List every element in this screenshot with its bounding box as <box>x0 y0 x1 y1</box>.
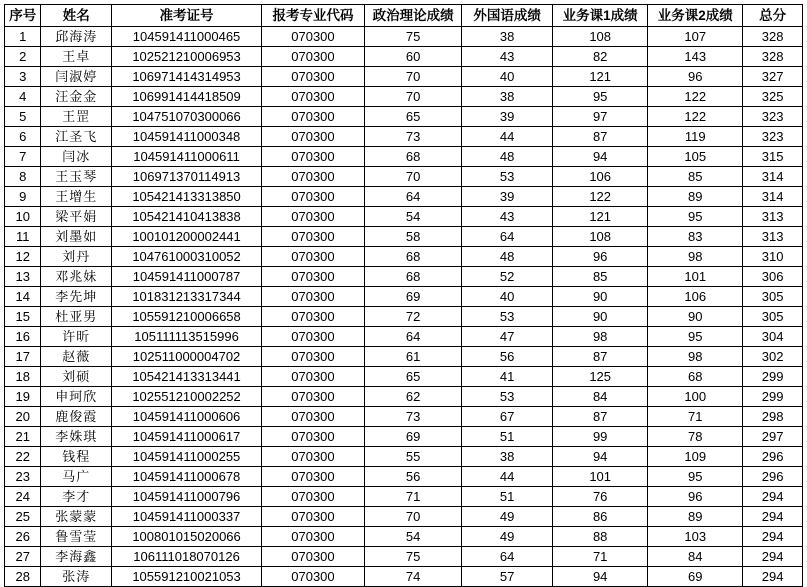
cell-major-code: 070300 <box>261 187 364 207</box>
cell-rank: 17 <box>5 347 41 367</box>
cell-foreign-language-score: 53 <box>462 307 553 327</box>
cell-foreign-language-score: 43 <box>462 47 553 67</box>
cell-subject2-score: 103 <box>648 527 743 547</box>
cell-subject1-score: 99 <box>553 427 648 447</box>
cell-total-score: 294 <box>743 547 803 567</box>
cell-total-score: 297 <box>743 427 803 447</box>
cell-major-code: 070300 <box>261 327 364 347</box>
cell-major-code: 070300 <box>261 27 364 47</box>
cell-total-score: 315 <box>743 147 803 167</box>
cell-politics-score: 73 <box>365 407 462 427</box>
cell-rank: 8 <box>5 167 41 187</box>
cell-name: 钱程 <box>41 447 112 467</box>
cell-total-score: 304 <box>743 327 803 347</box>
cell-name: 王罡 <box>41 107 112 127</box>
cell-total-score: 323 <box>743 127 803 147</box>
table-row <box>5 527 803 547</box>
cell-name: 张蒙蒙 <box>41 507 112 527</box>
cell-ticket-number: 100101200002441 <box>112 227 262 247</box>
cell-subject2-score: 109 <box>648 447 743 467</box>
cell-major-code: 070300 <box>261 247 364 267</box>
cell-rank: 13 <box>5 267 41 287</box>
cell-name: 杜亚男 <box>41 307 112 327</box>
cell-major-code: 070300 <box>261 567 364 587</box>
cell-major-code: 070300 <box>261 367 364 387</box>
cell-foreign-language-score: 64 <box>462 547 553 567</box>
cell-ticket-number: 100801015020066 <box>112 527 262 547</box>
cell-foreign-language-score: 40 <box>462 67 553 87</box>
cell-name: 刘墨如 <box>41 227 112 247</box>
table-row <box>5 107 803 127</box>
cell-subject2-score: 122 <box>648 87 743 107</box>
cell-ticket-number: 102551210002252 <box>112 387 262 407</box>
cell-ticket-number: 105591210021053 <box>112 567 262 587</box>
cell-subject2-score: 95 <box>648 327 743 347</box>
cell-subject1-score: 86 <box>553 507 648 527</box>
cell-major-code: 070300 <box>261 167 364 187</box>
cell-subject2-score: 68 <box>648 367 743 387</box>
table-body <box>5 27 803 587</box>
cell-ticket-number: 104591411000348 <box>112 127 262 147</box>
cell-rank: 24 <box>5 487 41 507</box>
table-row <box>5 347 803 367</box>
cell-name: 李才 <box>41 487 112 507</box>
cell-subject1-score: 121 <box>553 67 648 87</box>
cell-subject2-score: 95 <box>648 207 743 227</box>
cell-subject1-score: 108 <box>553 227 648 247</box>
column-header-subject1-score: 业务课1成绩 <box>553 5 648 27</box>
cell-major-code: 070300 <box>261 107 364 127</box>
cell-total-score: 327 <box>743 67 803 87</box>
table-row <box>5 427 803 447</box>
cell-major-code: 070300 <box>261 267 364 287</box>
table-row <box>5 27 803 47</box>
cell-rank: 11 <box>5 227 41 247</box>
cell-subject1-score: 88 <box>553 527 648 547</box>
cell-subject2-score: 105 <box>648 147 743 167</box>
cell-name: 鲁雪莹 <box>41 527 112 547</box>
cell-major-code: 070300 <box>261 387 364 407</box>
cell-major-code: 070300 <box>261 347 364 367</box>
cell-foreign-language-score: 39 <box>462 187 553 207</box>
cell-subject1-score: 85 <box>553 267 648 287</box>
column-header-major-code: 报考专业代码 <box>261 5 364 27</box>
cell-foreign-language-score: 48 <box>462 247 553 267</box>
cell-ticket-number: 106991414418509 <box>112 87 262 107</box>
cell-ticket-number: 104591411000606 <box>112 407 262 427</box>
cell-foreign-language-score: 64 <box>462 227 553 247</box>
cell-ticket-number: 105421413313850 <box>112 187 262 207</box>
cell-subject2-score: 83 <box>648 227 743 247</box>
cell-foreign-language-score: 51 <box>462 487 553 507</box>
cell-major-code: 070300 <box>261 447 364 467</box>
cell-major-code: 070300 <box>261 547 364 567</box>
cell-subject1-score: 121 <box>553 207 648 227</box>
cell-ticket-number: 105421413313441 <box>112 367 262 387</box>
cell-subject2-score: 89 <box>648 187 743 207</box>
cell-subject1-score: 101 <box>553 467 648 487</box>
cell-foreign-language-score: 52 <box>462 267 553 287</box>
cell-subject1-score: 94 <box>553 447 648 467</box>
table-row <box>5 367 803 387</box>
cell-total-score: 323 <box>743 107 803 127</box>
cell-rank: 21 <box>5 427 41 447</box>
cell-subject2-score: 78 <box>648 427 743 447</box>
cell-politics-score: 54 <box>365 207 462 227</box>
cell-politics-score: 54 <box>365 527 462 547</box>
cell-subject2-score: 107 <box>648 27 743 47</box>
cell-foreign-language-score: 39 <box>462 107 553 127</box>
cell-foreign-language-score: 67 <box>462 407 553 427</box>
column-header-name: 姓名 <box>41 5 112 27</box>
table-header-row <box>5 5 803 27</box>
cell-rank: 5 <box>5 107 41 127</box>
cell-rank: 18 <box>5 367 41 387</box>
cell-name: 闫冰 <box>41 147 112 167</box>
cell-rank: 1 <box>5 27 41 47</box>
cell-rank: 26 <box>5 527 41 547</box>
cell-name: 赵薇 <box>41 347 112 367</box>
cell-subject1-score: 96 <box>553 247 648 267</box>
cell-subject2-score: 96 <box>648 67 743 87</box>
cell-major-code: 070300 <box>261 47 364 67</box>
cell-politics-score: 58 <box>365 227 462 247</box>
table-row <box>5 247 803 267</box>
cell-rank: 22 <box>5 447 41 467</box>
cell-politics-score: 69 <box>365 427 462 447</box>
table-row <box>5 547 803 567</box>
cell-ticket-number: 101831213317344 <box>112 287 262 307</box>
cell-ticket-number: 104761000310052 <box>112 247 262 267</box>
table-row <box>5 227 803 247</box>
cell-total-score: 328 <box>743 27 803 47</box>
cell-rank: 19 <box>5 387 41 407</box>
table-row <box>5 47 803 67</box>
cell-rank: 28 <box>5 567 41 587</box>
cell-subject1-score: 125 <box>553 367 648 387</box>
cell-major-code: 070300 <box>261 407 364 427</box>
cell-subject1-score: 90 <box>553 287 648 307</box>
cell-subject2-score: 100 <box>648 387 743 407</box>
cell-name: 马广 <box>41 467 112 487</box>
cell-foreign-language-score: 57 <box>462 567 553 587</box>
cell-subject1-score: 87 <box>553 127 648 147</box>
cell-subject1-score: 98 <box>553 327 648 347</box>
cell-ticket-number: 104591411000255 <box>112 447 262 467</box>
cell-subject1-score: 97 <box>553 107 648 127</box>
cell-politics-score: 64 <box>365 187 462 207</box>
cell-politics-score: 65 <box>365 107 462 127</box>
table-row <box>5 267 803 287</box>
table-row <box>5 447 803 467</box>
cell-subject1-score: 90 <box>553 307 648 327</box>
cell-total-score: 306 <box>743 267 803 287</box>
cell-total-score: 314 <box>743 187 803 207</box>
cell-total-score: 298 <box>743 407 803 427</box>
cell-ticket-number: 104591411000337 <box>112 507 262 527</box>
cell-foreign-language-score: 38 <box>462 87 553 107</box>
cell-subject2-score: 69 <box>648 567 743 587</box>
cell-subject2-score: 95 <box>648 467 743 487</box>
cell-name: 汪金金 <box>41 87 112 107</box>
cell-ticket-number: 106111018070126 <box>112 547 262 567</box>
table-row <box>5 287 803 307</box>
table-row <box>5 407 803 427</box>
cell-politics-score: 65 <box>365 367 462 387</box>
cell-ticket-number: 102521210006953 <box>112 47 262 67</box>
table-row <box>5 487 803 507</box>
cell-subject1-score: 94 <box>553 567 648 587</box>
cell-politics-score: 70 <box>365 167 462 187</box>
cell-politics-score: 75 <box>365 27 462 47</box>
cell-foreign-language-score: 47 <box>462 327 553 347</box>
cell-major-code: 070300 <box>261 507 364 527</box>
cell-ticket-number: 104591411000678 <box>112 467 262 487</box>
cell-name: 李先坤 <box>41 287 112 307</box>
cell-major-code: 070300 <box>261 287 364 307</box>
cell-rank: 14 <box>5 287 41 307</box>
table-row <box>5 567 803 587</box>
cell-foreign-language-score: 41 <box>462 367 553 387</box>
cell-name: 李姝琪 <box>41 427 112 447</box>
cell-politics-score: 73 <box>365 127 462 147</box>
cell-total-score: 294 <box>743 567 803 587</box>
cell-subject1-score: 82 <box>553 47 648 67</box>
cell-subject1-score: 95 <box>553 87 648 107</box>
cell-subject2-score: 89 <box>648 507 743 527</box>
cell-politics-score: 68 <box>365 147 462 167</box>
table-row <box>5 127 803 147</box>
cell-ticket-number: 105421410413838 <box>112 207 262 227</box>
table-row <box>5 467 803 487</box>
cell-ticket-number: 105591210006658 <box>112 307 262 327</box>
cell-rank: 3 <box>5 67 41 87</box>
cell-foreign-language-score: 43 <box>462 207 553 227</box>
cell-rank: 15 <box>5 307 41 327</box>
cell-subject1-score: 84 <box>553 387 648 407</box>
cell-rank: 23 <box>5 467 41 487</box>
cell-major-code: 070300 <box>261 467 364 487</box>
cell-total-score: 294 <box>743 487 803 507</box>
cell-total-score: 328 <box>743 47 803 67</box>
cell-ticket-number: 106971414314953 <box>112 67 262 87</box>
cell-foreign-language-score: 51 <box>462 427 553 447</box>
cell-subject2-score: 98 <box>648 247 743 267</box>
cell-major-code: 070300 <box>261 87 364 107</box>
cell-foreign-language-score: 38 <box>462 447 553 467</box>
cell-name: 梁平娟 <box>41 207 112 227</box>
cell-subject2-score: 84 <box>648 547 743 567</box>
cell-name: 王卓 <box>41 47 112 67</box>
cell-name: 王玉琴 <box>41 167 112 187</box>
table-row <box>5 307 803 327</box>
table-row <box>5 187 803 207</box>
cell-subject1-score: 122 <box>553 187 648 207</box>
cell-rank: 20 <box>5 407 41 427</box>
cell-ticket-number: 104751070300066 <box>112 107 262 127</box>
cell-total-score: 305 <box>743 307 803 327</box>
cell-politics-score: 70 <box>365 67 462 87</box>
cell-politics-score: 72 <box>365 307 462 327</box>
cell-politics-score: 68 <box>365 267 462 287</box>
column-header-ticket-number: 准考证号 <box>112 5 262 27</box>
cell-ticket-number: 104591411000611 <box>112 147 262 167</box>
cell-politics-score: 74 <box>365 567 462 587</box>
cell-ticket-number: 104591411000617 <box>112 427 262 447</box>
cell-rank: 9 <box>5 187 41 207</box>
cell-total-score: 302 <box>743 347 803 367</box>
cell-foreign-language-score: 53 <box>462 167 553 187</box>
cell-subject1-score: 71 <box>553 547 648 567</box>
cell-politics-score: 70 <box>365 507 462 527</box>
cell-ticket-number: 105111113515996 <box>112 327 262 347</box>
cell-foreign-language-score: 49 <box>462 507 553 527</box>
cell-ticket-number: 102511000004702 <box>112 347 262 367</box>
column-header-politics-score: 政治理论成绩 <box>365 5 462 27</box>
cell-name: 张涛 <box>41 567 112 587</box>
cell-politics-score: 61 <box>365 347 462 367</box>
cell-total-score: 325 <box>743 87 803 107</box>
cell-total-score: 313 <box>743 207 803 227</box>
cell-politics-score: 60 <box>365 47 462 67</box>
cell-politics-score: 69 <box>365 287 462 307</box>
cell-foreign-language-score: 40 <box>462 287 553 307</box>
cell-subject2-score: 106 <box>648 287 743 307</box>
cell-rank: 25 <box>5 507 41 527</box>
cell-subject2-score: 143 <box>648 47 743 67</box>
cell-subject1-score: 76 <box>553 487 648 507</box>
column-header-total-score: 总分 <box>743 5 803 27</box>
cell-major-code: 070300 <box>261 307 364 327</box>
table-row <box>5 167 803 187</box>
cell-total-score: 296 <box>743 467 803 487</box>
cell-foreign-language-score: 56 <box>462 347 553 367</box>
cell-ticket-number: 104591411000465 <box>112 27 262 47</box>
cell-subject1-score: 87 <box>553 407 648 427</box>
cell-rank: 7 <box>5 147 41 167</box>
cell-total-score: 294 <box>743 527 803 547</box>
cell-rank: 27 <box>5 547 41 567</box>
cell-rank: 6 <box>5 127 41 147</box>
cell-rank: 10 <box>5 207 41 227</box>
cell-politics-score: 68 <box>365 247 462 267</box>
cell-subject2-score: 122 <box>648 107 743 127</box>
cell-politics-score: 75 <box>365 547 462 567</box>
cell-subject2-score: 85 <box>648 167 743 187</box>
cell-major-code: 070300 <box>261 207 364 227</box>
column-header-foreign-language-score: 外国语成绩 <box>462 5 553 27</box>
cell-major-code: 070300 <box>261 227 364 247</box>
cell-subject2-score: 71 <box>648 407 743 427</box>
cell-total-score: 299 <box>743 367 803 387</box>
column-header-rank: 序号 <box>5 5 41 27</box>
table-row <box>5 387 803 407</box>
cell-ticket-number: 104591411000787 <box>112 267 262 287</box>
cell-rank: 12 <box>5 247 41 267</box>
cell-subject2-score: 98 <box>648 347 743 367</box>
cell-ticket-number: 106971370114913 <box>112 167 262 187</box>
cell-ticket-number: 104591411000796 <box>112 487 262 507</box>
column-header-subject2-score: 业务课2成绩 <box>648 5 743 27</box>
cell-major-code: 070300 <box>261 127 364 147</box>
cell-name: 鹿俊霞 <box>41 407 112 427</box>
cell-rank: 2 <box>5 47 41 67</box>
score-table <box>4 4 803 587</box>
cell-politics-score: 56 <box>365 467 462 487</box>
cell-name: 邱海涛 <box>41 27 112 47</box>
cell-subject1-score: 94 <box>553 147 648 167</box>
table-row <box>5 67 803 87</box>
cell-subject2-score: 96 <box>648 487 743 507</box>
cell-foreign-language-score: 44 <box>462 467 553 487</box>
cell-subject2-score: 101 <box>648 267 743 287</box>
cell-name: 申珂欣 <box>41 387 112 407</box>
cell-subject1-score: 108 <box>553 27 648 47</box>
cell-total-score: 310 <box>743 247 803 267</box>
cell-name: 许昕 <box>41 327 112 347</box>
cell-name: 李海鑫 <box>41 547 112 567</box>
cell-major-code: 070300 <box>261 147 364 167</box>
cell-major-code: 070300 <box>261 67 364 87</box>
cell-total-score: 296 <box>743 447 803 467</box>
cell-foreign-language-score: 38 <box>462 27 553 47</box>
cell-subject2-score: 119 <box>648 127 743 147</box>
cell-total-score: 314 <box>743 167 803 187</box>
cell-foreign-language-score: 44 <box>462 127 553 147</box>
cell-rank: 4 <box>5 87 41 107</box>
cell-name: 闫淑婷 <box>41 67 112 87</box>
cell-name: 邓兆妹 <box>41 267 112 287</box>
cell-politics-score: 64 <box>365 327 462 347</box>
table-row <box>5 207 803 227</box>
cell-politics-score: 71 <box>365 487 462 507</box>
table-row <box>5 507 803 527</box>
cell-total-score: 299 <box>743 387 803 407</box>
cell-name: 王增生 <box>41 187 112 207</box>
cell-subject1-score: 106 <box>553 167 648 187</box>
table-row <box>5 327 803 347</box>
cell-politics-score: 62 <box>365 387 462 407</box>
cell-major-code: 070300 <box>261 427 364 447</box>
cell-subject2-score: 90 <box>648 307 743 327</box>
cell-politics-score: 55 <box>365 447 462 467</box>
cell-name: 刘丹 <box>41 247 112 267</box>
cell-total-score: 294 <box>743 507 803 527</box>
cell-rank: 16 <box>5 327 41 347</box>
table-row <box>5 147 803 167</box>
cell-total-score: 305 <box>743 287 803 307</box>
cell-foreign-language-score: 48 <box>462 147 553 167</box>
cell-politics-score: 70 <box>365 87 462 107</box>
cell-foreign-language-score: 53 <box>462 387 553 407</box>
cell-total-score: 313 <box>743 227 803 247</box>
cell-major-code: 070300 <box>261 527 364 547</box>
cell-major-code: 070300 <box>261 487 364 507</box>
table-row <box>5 87 803 107</box>
cell-name: 刘硕 <box>41 367 112 387</box>
cell-name: 江圣飞 <box>41 127 112 147</box>
cell-foreign-language-score: 49 <box>462 527 553 547</box>
cell-subject1-score: 87 <box>553 347 648 367</box>
